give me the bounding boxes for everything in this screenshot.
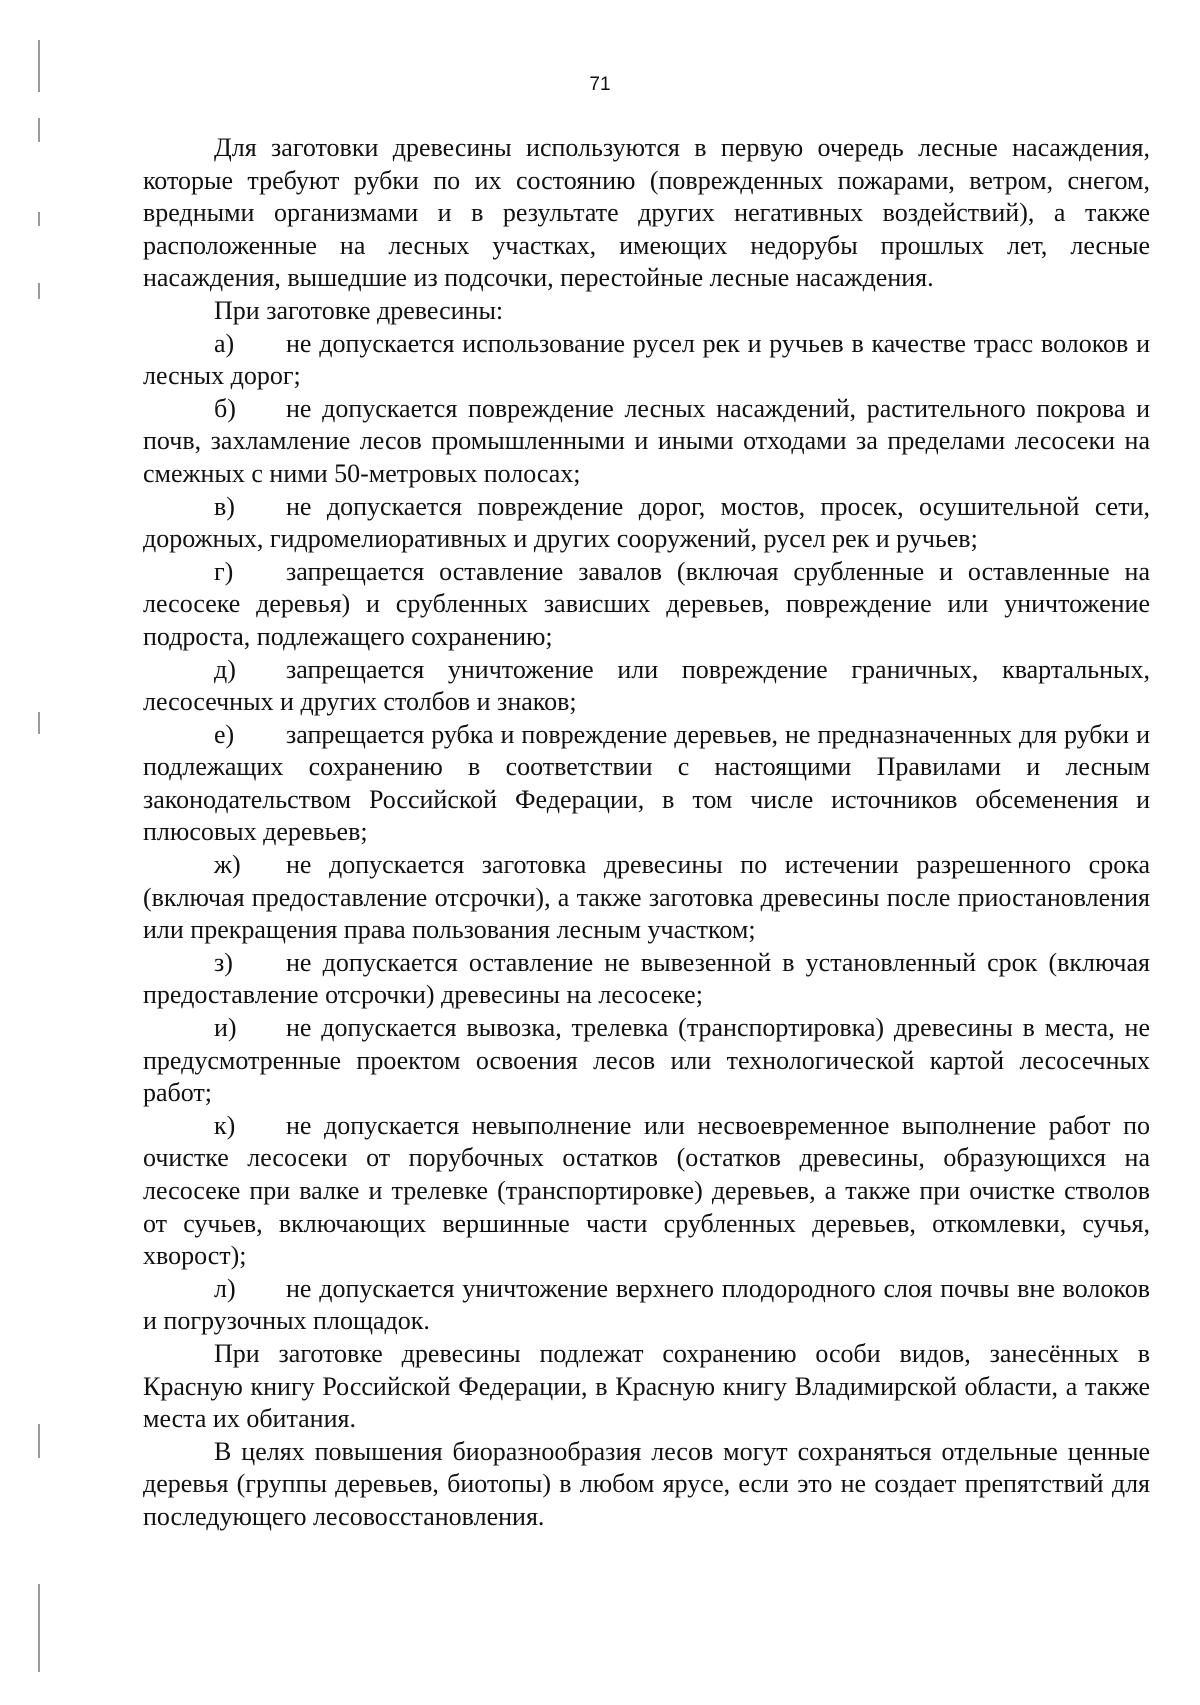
list-item-e [143, 719, 1150, 849]
list-item-text: не допускается оставление не вывезенной в установленный срок (включая предоставление отсрочки) древесины на лесосеке; [143, 947, 1150, 1010]
list-item-z [143, 947, 1150, 1012]
list-item-text: не допускается вывозка, трелевка (транспортировка) древесины в места, не предусмотренные проектом освоения лесов или технологической картой лесосечных работ; [143, 1013, 1150, 1108]
list-marker: ж) [214, 850, 241, 880]
list-item-zh [143, 849, 1150, 947]
list-item-text: запрещается уничтожение или повреждение граничных, квартальных, лесосечных и других столбов и знаков; [143, 654, 1150, 717]
paragraph-red-book: При заготовке древесины подлежат сохранению особи видов, занесённых в Красную книгу Российской Федерации, в Красную книгу Владимирской области, а также места их обитания. [143, 1338, 1150, 1434]
list-item-text: не допускается повреждение лесных насаждений, растительного покрова и почв, захламление лесов промышленными и иными отходами за пределами лесосеки на смежных с ними 50-метровых полосах; [143, 393, 1150, 488]
list-item-v [143, 491, 1150, 556]
scan-margin-mark [38, 283, 40, 299]
list-marker: и) [214, 1013, 237, 1043]
list-item-text: запрещается оставление завалов (включая срубленные и оставленные на лесосеке деревья) и срубленных зависших деревьев, повреждение или уничтожение подроста, подлежащего сохранению; [143, 556, 1150, 651]
paragraph-intro: Для заготовки древесины используются в первую очередь лесные насаждения, которые требуют рубки по их состоянию (поврежденных пожарами, ветром, снегом, вредными организмами и в результате других негативных воздействий), а также расположенные на лесных участках, имеющих недорубы прошлых лет, лесные насаждения, вышедшие из подсочки, перестойные лесные насаждения. [143, 133, 1150, 293]
scan-margin-mark [38, 1584, 40, 1672]
list-marker: д) [214, 654, 236, 684]
list-item-text: не допускается использование русел рек и ручьев в качестве трасс волоков и лесных дорог; [143, 328, 1150, 391]
list-item-i [143, 1012, 1150, 1110]
list-item-text: не допускается уничтожение верхнего плодородного слоя почвы вне волоков и погрузочных площадок. [143, 1273, 1150, 1336]
scan-margin-mark [38, 118, 40, 142]
list-item-d [143, 654, 1150, 719]
list-marker: б) [214, 393, 236, 423]
list-marker: л) [214, 1273, 236, 1303]
document-body [143, 132, 1150, 1534]
scan-margin-mark [38, 712, 40, 734]
list-item-text: не допускается заготовка древесины по истечении разрешенного срока (включая предоставление отсрочки), а также заготовка древесины после приостановления или прекращения права пользования лесным участком; [143, 850, 1150, 945]
list-marker: а) [214, 328, 235, 358]
paragraph-list-lead: При заготовке древесины: [214, 295, 504, 325]
list-item-k [143, 1110, 1150, 1273]
list-item-text: не допускается повреждение дорог, мостов, просек, осушительной сети, дорожных, гидромелиоративных и других сооружений, русел рек и ручьев; [143, 491, 1150, 554]
paragraph-biodiversity: В целях повышения биоразнообразия лесов могут сохраняться отдельные ценные деревья (группы деревьев, биотопы) в любом ярусе, если это не создает препятствий для последующего лесовосстановления. [143, 1436, 1150, 1531]
list-item-l [143, 1273, 1150, 1338]
scan-margin-mark [38, 212, 40, 226]
list-item-b [143, 393, 1150, 491]
list-marker: з) [214, 947, 233, 977]
scan-margin-mark [38, 1424, 40, 1458]
page-number: 71 [589, 74, 611, 95]
list-item-text: не допускается невыполнение или несвоевременное выполнение работ по очистке лесосеки от порубочных остатков (остатков древесины, образующихся на лесосеке при валке и трелевке (транспортировке) деревьев, а также при очистке стволов от сучьев, включающих вершинные части срубленных деревьев, откомлевки, сучья, хворост); [143, 1110, 1150, 1271]
list-marker: е) [214, 719, 235, 749]
list-marker: к) [214, 1110, 236, 1140]
list-item-g [143, 556, 1150, 654]
list-marker: в) [214, 491, 235, 521]
list-item-a [143, 328, 1150, 393]
list-item-text: запрещается рубка и повреждение деревьев, не предназначенных для рубки и подлежащих сохранению в соответствии с настоящими Правилами и лесным законодательством Российской Федерации, в том числе источников обсеменения и плюсовых деревьев; [143, 719, 1150, 847]
list-marker: г) [214, 556, 234, 586]
